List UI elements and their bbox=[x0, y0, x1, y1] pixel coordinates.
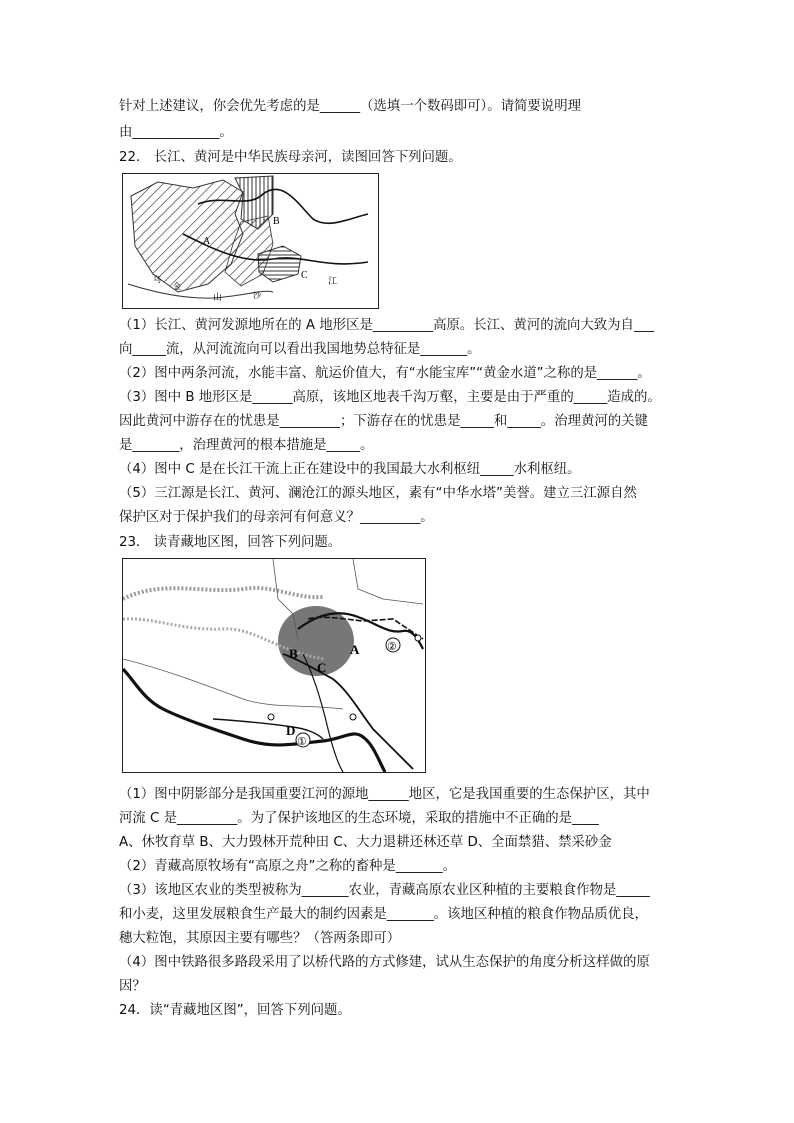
text-line: （4）图中铁路很多路段采用了以桥代路的方式修建，试从生态保护的角度分析这样做的原 bbox=[119, 955, 650, 970]
text-line: 由_____________。 bbox=[119, 125, 233, 140]
question-24-title: 24．读“青藏地区图”，回答下列问题。 bbox=[119, 1003, 351, 1018]
map-label-c: C bbox=[301, 270, 308, 281]
map-label-jiang: 江 bbox=[328, 276, 338, 286]
map-label-a: A bbox=[203, 236, 211, 247]
text-line: 是_______，治理黄河的根本措施是_____。 bbox=[119, 438, 374, 453]
question-23-title: 23． 读青藏地区图，回答下列问题。 bbox=[119, 535, 342, 550]
map-label-name2: 金 bbox=[173, 282, 181, 291]
map-label-d: D bbox=[286, 723, 296, 738]
text-line: 针对上述建议，你会优先考虑的是______（选填一个数码即可）。请简要说明理 bbox=[119, 99, 581, 114]
map-label-name1: 乌 bbox=[153, 275, 161, 284]
text-line: 和小麦，这里发展粮食生产最大的制约因素是_______。该地区种植的粮食作物品质优良， bbox=[119, 907, 648, 922]
text-line: 保护区对于保护我们的母亲河有何意义？_________。 bbox=[119, 510, 434, 525]
map-label-c: C bbox=[317, 660, 327, 675]
text-line: （3）图中 B 地形区是______高原，该地区地表千沟万壑，主要是由于严重的_____造成的。 bbox=[119, 390, 661, 405]
text-line: 因？ bbox=[119, 979, 146, 994]
source-region-shade bbox=[278, 606, 354, 676]
map-label-1: ① bbox=[297, 736, 307, 748]
province-border bbox=[353, 559, 423, 604]
text-line: 因此黄河中游存在的忧患是_________；下游存在的忧患是_____和_____。治理黄河的关键 bbox=[119, 414, 648, 429]
text-line: （2）图中两条河流，水能丰富、航运价值大，有“水能宝库”“黄金水道”之称的是______。 bbox=[119, 366, 651, 381]
text-line: （1）长江、黄河发源地所在的 A 地形区是_________高原。长江、黄河的流向大致为自___ bbox=[119, 318, 655, 333]
city-marker bbox=[350, 714, 356, 720]
map-label-2: ② bbox=[387, 641, 397, 653]
text-line: A、休牧育草 B、大力毁林开荒种田 C、大力退耕还林还草 D、全面禁猎、禁采砂金 bbox=[119, 835, 612, 850]
yangtze-yellow-river-map bbox=[122, 173, 379, 309]
national-border bbox=[123, 669, 385, 772]
text-line: （3）该地区农业的类型被称为_______农业，青藏高原农业区种植的主要粮食作物是_____ bbox=[119, 883, 650, 898]
text-line: （1）图中阴影部分是我国重要江河的源地______地区，它是我国重要的生态保护区，其中 bbox=[119, 787, 650, 802]
city-marker bbox=[268, 714, 274, 720]
qinghai-tibet-map bbox=[122, 558, 426, 773]
question-22-title: 22． 长江、黄河是中华民族母亲河，读图回答下列问题。 bbox=[119, 150, 462, 165]
text-line: （4）图中 C 是在长江干流上正在建设中的我国最大水利枢纽_____水利枢纽。 bbox=[119, 462, 581, 477]
text-line: （2）青藏高原牧场有“高原之舟”之称的畜种是_______。 bbox=[119, 859, 457, 874]
map-label-b: B bbox=[289, 646, 298, 661]
text-line: 穗大粒饱，其原因主要有哪些？（答两条即可） bbox=[119, 931, 401, 946]
map-label-sea: 山 bbox=[213, 292, 223, 302]
text-line: 向_____流，从河流流向可以看出我国地势总特征是_______。 bbox=[119, 342, 481, 357]
kunlun-mountains bbox=[123, 588, 323, 599]
map-label-a: A bbox=[350, 642, 360, 657]
text-line: （5）三江源是长江、黄河、澜沧江的源头地区，素有“中华水塔”美誉。建立三江源自然 bbox=[119, 486, 637, 501]
map-label-b: B bbox=[273, 216, 280, 227]
city-marker bbox=[415, 635, 421, 641]
text-line: 河流 C 是_________。为了保护该地区的生态环境，采取的措施中不正确的是____ bbox=[119, 811, 599, 826]
map-label-name3: 沙 bbox=[253, 291, 261, 300]
